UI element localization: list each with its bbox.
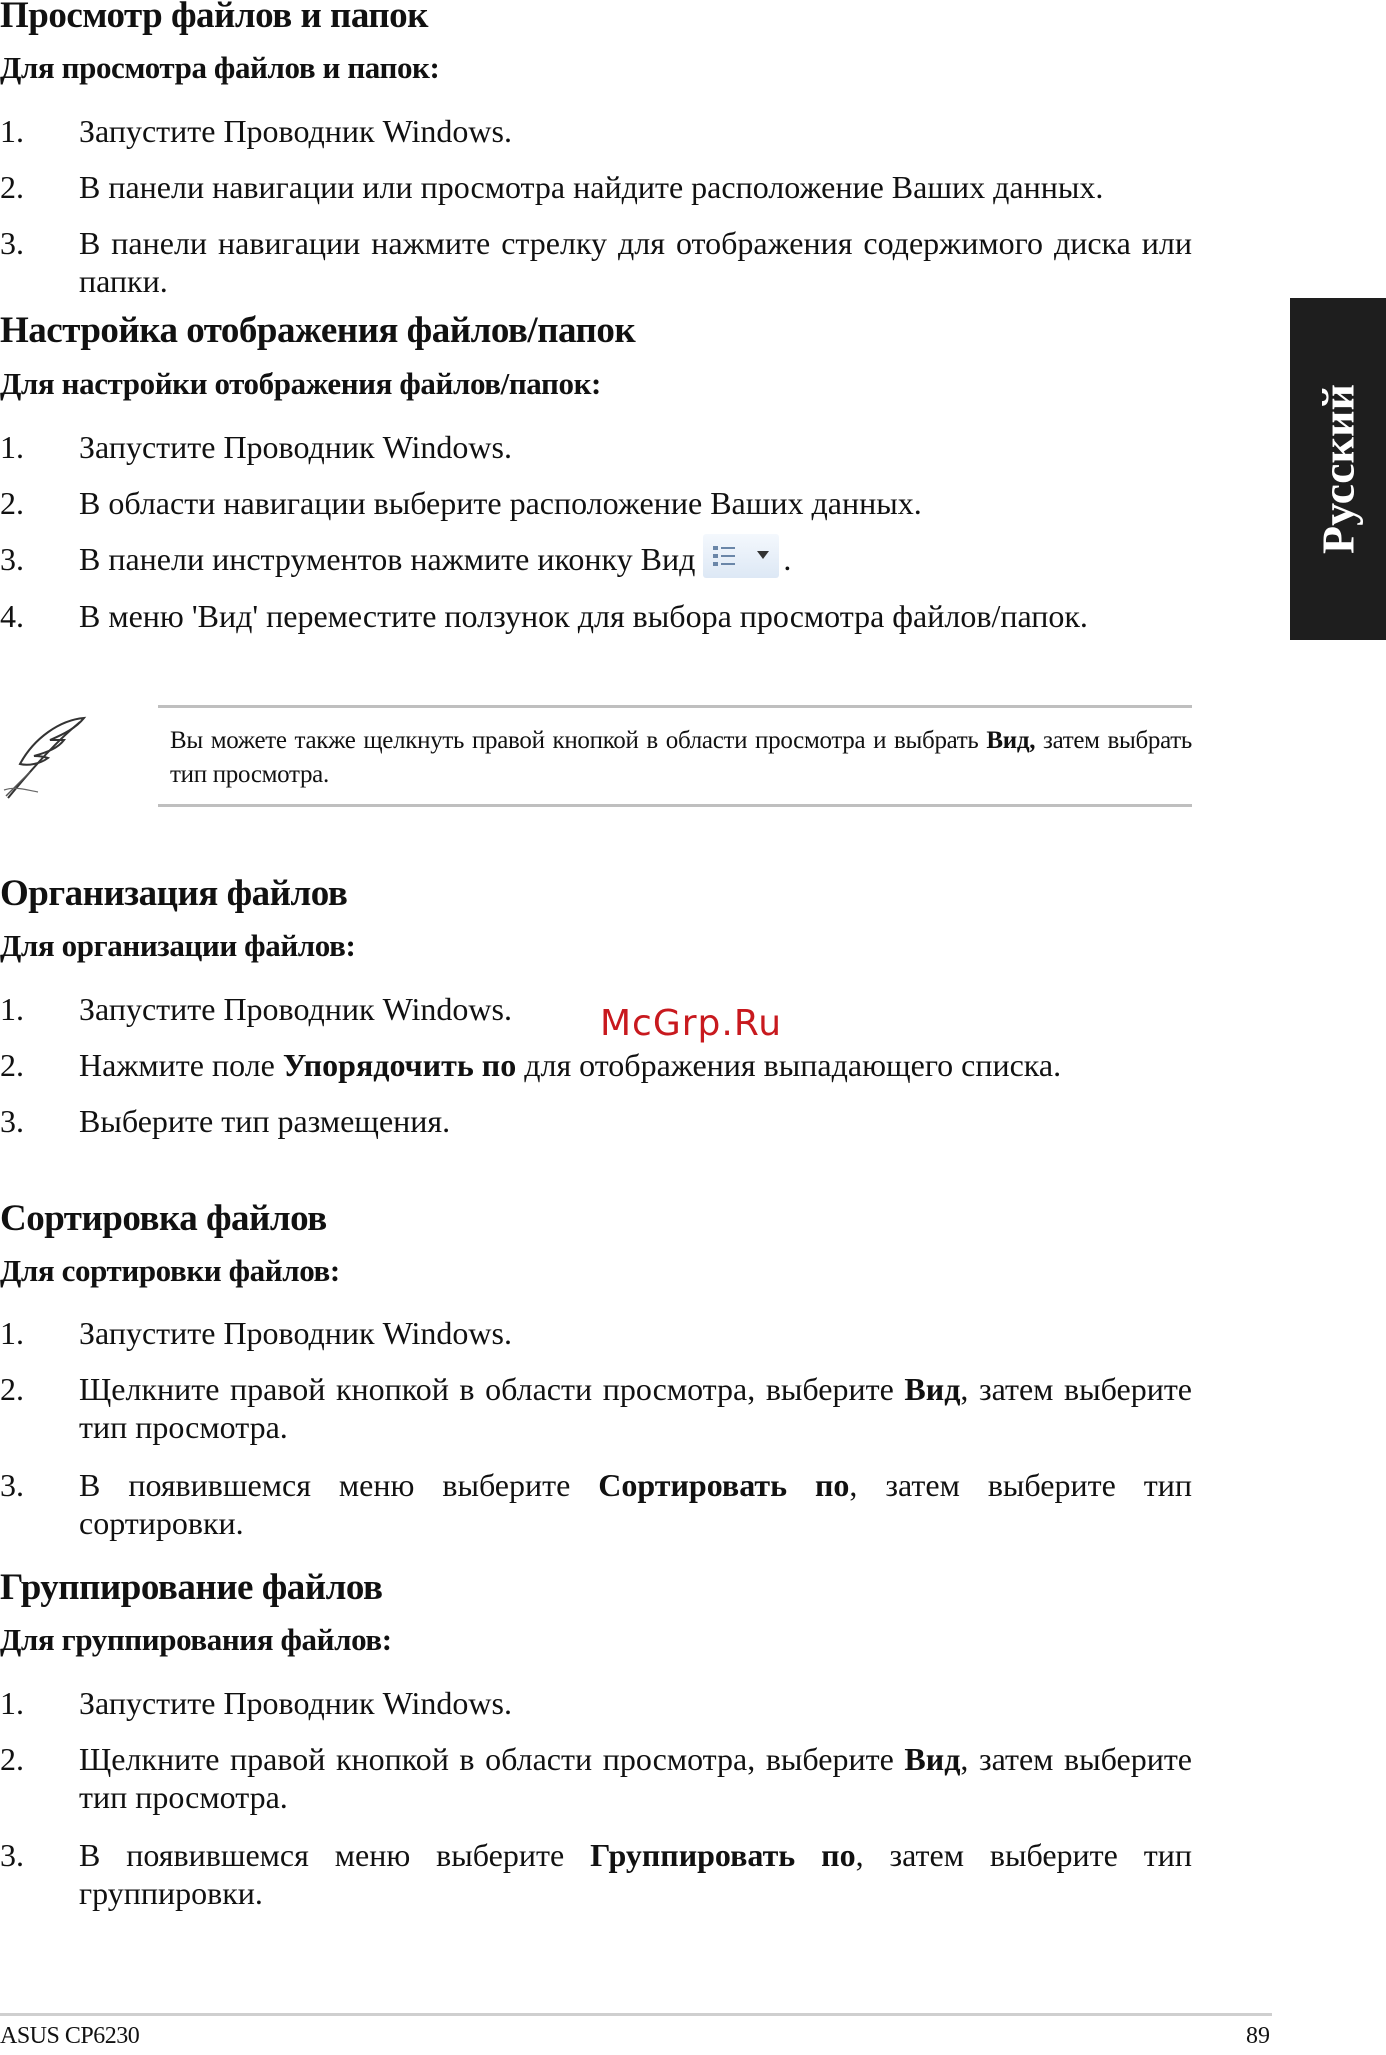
watermark: McGrp.Ru [600,1003,783,1044]
note-text-bold: Вид, [986,727,1036,754]
step-text: В панели навигации нажмите стрелку для отображения содержимого диска или папки. [79,225,1192,299]
step-text-c: , затем выберите тип группировки. [79,1837,1193,1911]
list-item [0,990,1192,1028]
step-number: 3. [0,1467,24,1503]
step-number: 1. [0,1315,24,1351]
step-number: 4. [0,598,24,634]
step-text-a: В появившемся меню выберите [79,1837,591,1873]
step-text-a: Щелкните правой кнопкой в области просмотра, выберите [79,1371,905,1407]
subheading-display-settings: Для настройки отображения файлов/папок: [0,366,601,401]
step-number: 1. [0,113,24,149]
step-text [79,1740,1192,1816]
step-number: 2. [0,169,24,205]
step-number: 2. [0,1741,24,1777]
step-text-a: В появившемся меню выберите [79,1467,599,1503]
list-item [0,1314,1192,1352]
page-number: 89 [1246,2023,1270,2049]
step-text: В панели навигации или просмотра найдите расположение Ваших данных. [79,169,1104,205]
note-text-c: затем выбрать тип просмотра. [170,727,1192,788]
step-text-bold: Вид [904,1371,961,1407]
view-list-icon [703,534,779,578]
heading-sort-files: Сортировка файлов [0,1198,327,1239]
list-item [0,168,1192,206]
list-item [0,1466,1192,1542]
step-number: 3. [0,1103,24,1139]
footer-rule [0,2013,1272,2016]
step-number: 1. [0,991,24,1027]
list-item [0,224,1192,300]
step-text-c: , затем выберите тип сортировки. [79,1467,1192,1541]
language-tab-label: Русский [1312,383,1364,555]
list-item [0,540,1192,578]
heading-group-files: Группирование файлов [0,1567,383,1608]
step-text-c: , затем выберите тип просмотра. [79,1741,1193,1815]
step-text: Запустите Проводник Windows. [79,991,512,1027]
note-text [170,724,1192,792]
step-number: 3. [0,1837,24,1873]
note-rule-bottom [158,804,1192,807]
step-text: В меню 'Вид' переместите ползунок для выбора просмотра файлов/папок. [79,598,1088,634]
step-text: Выберите тип размещения. [79,1103,451,1139]
list-item [0,484,1192,522]
step-text: Запустите Проводник Windows. [79,1685,512,1721]
heading-display-settings: Настройка отображения файлов/папок [0,310,636,351]
list-item [0,1046,1192,1084]
step-text-bold: Вид [904,1741,961,1777]
step-text-c: , затем выберите тип просмотра. [79,1371,1193,1445]
list-item [0,1836,1192,1912]
step-text-a: Нажмите поле [79,1047,283,1083]
step-text-a: Щелкните правой кнопкой в области просмотра, выберите [79,1741,905,1777]
subheading-group-files: Для группирования файлов: [0,1622,392,1657]
step-text [79,1836,1192,1912]
step-text-bold: Группировать по [590,1837,856,1873]
step-number: 2. [0,1047,24,1083]
heading-organize-files: Организация файлов [0,873,348,914]
step-number: 3. [0,541,24,577]
subheading-view-files: Для просмотра файлов и папок: [0,50,440,85]
step-number: 2. [0,1371,24,1407]
list-item [0,597,1192,635]
step-number: 3. [0,225,24,261]
step-text-end: . [783,541,792,577]
step-text: В области навигации выберите расположение Ваших данных. [79,485,922,521]
list-item [0,428,1192,466]
language-tab [1290,298,1386,640]
step-text [79,1370,1192,1446]
step-text-main: В панели инструментов нажмите иконку Вид [79,541,696,577]
step-number: 1. [0,1685,24,1721]
step-text: Запустите Проводник Windows. [79,429,512,465]
step-text [79,1466,1192,1542]
list-item [0,1370,1192,1446]
feather-pen-icon [0,712,90,802]
note-rule-top [158,705,1192,708]
step-text: Запустите Проводник Windows. [79,113,512,149]
heading-view-files: Просмотр файлов и папок [0,0,428,36]
subheading-sort-files: Для сортировки файлов: [0,1253,340,1288]
step-text-c: для отображения выпадающего списка. [516,1047,1062,1083]
step-text-bold: Упорядочить по [282,1047,517,1083]
chevron-down-icon [757,551,769,559]
step-text [79,1046,1192,1084]
list-item [0,1102,1192,1140]
note-text-a: Вы можете также щелкнуть правой кнопкой в области просмотра и выбрать [170,727,987,754]
list-item [0,112,1192,150]
list-item [0,1684,1192,1722]
footer-model: ASUS CP6230 [0,2023,140,2049]
step-text [79,540,1192,578]
step-text: Запустите Проводник Windows. [79,1315,512,1351]
step-text-bold: Сортировать по [598,1467,850,1503]
step-number: 1. [0,429,24,465]
step-number: 2. [0,485,24,521]
list-item [0,1740,1192,1816]
subheading-organize-files: Для организации файлов: [0,928,356,963]
